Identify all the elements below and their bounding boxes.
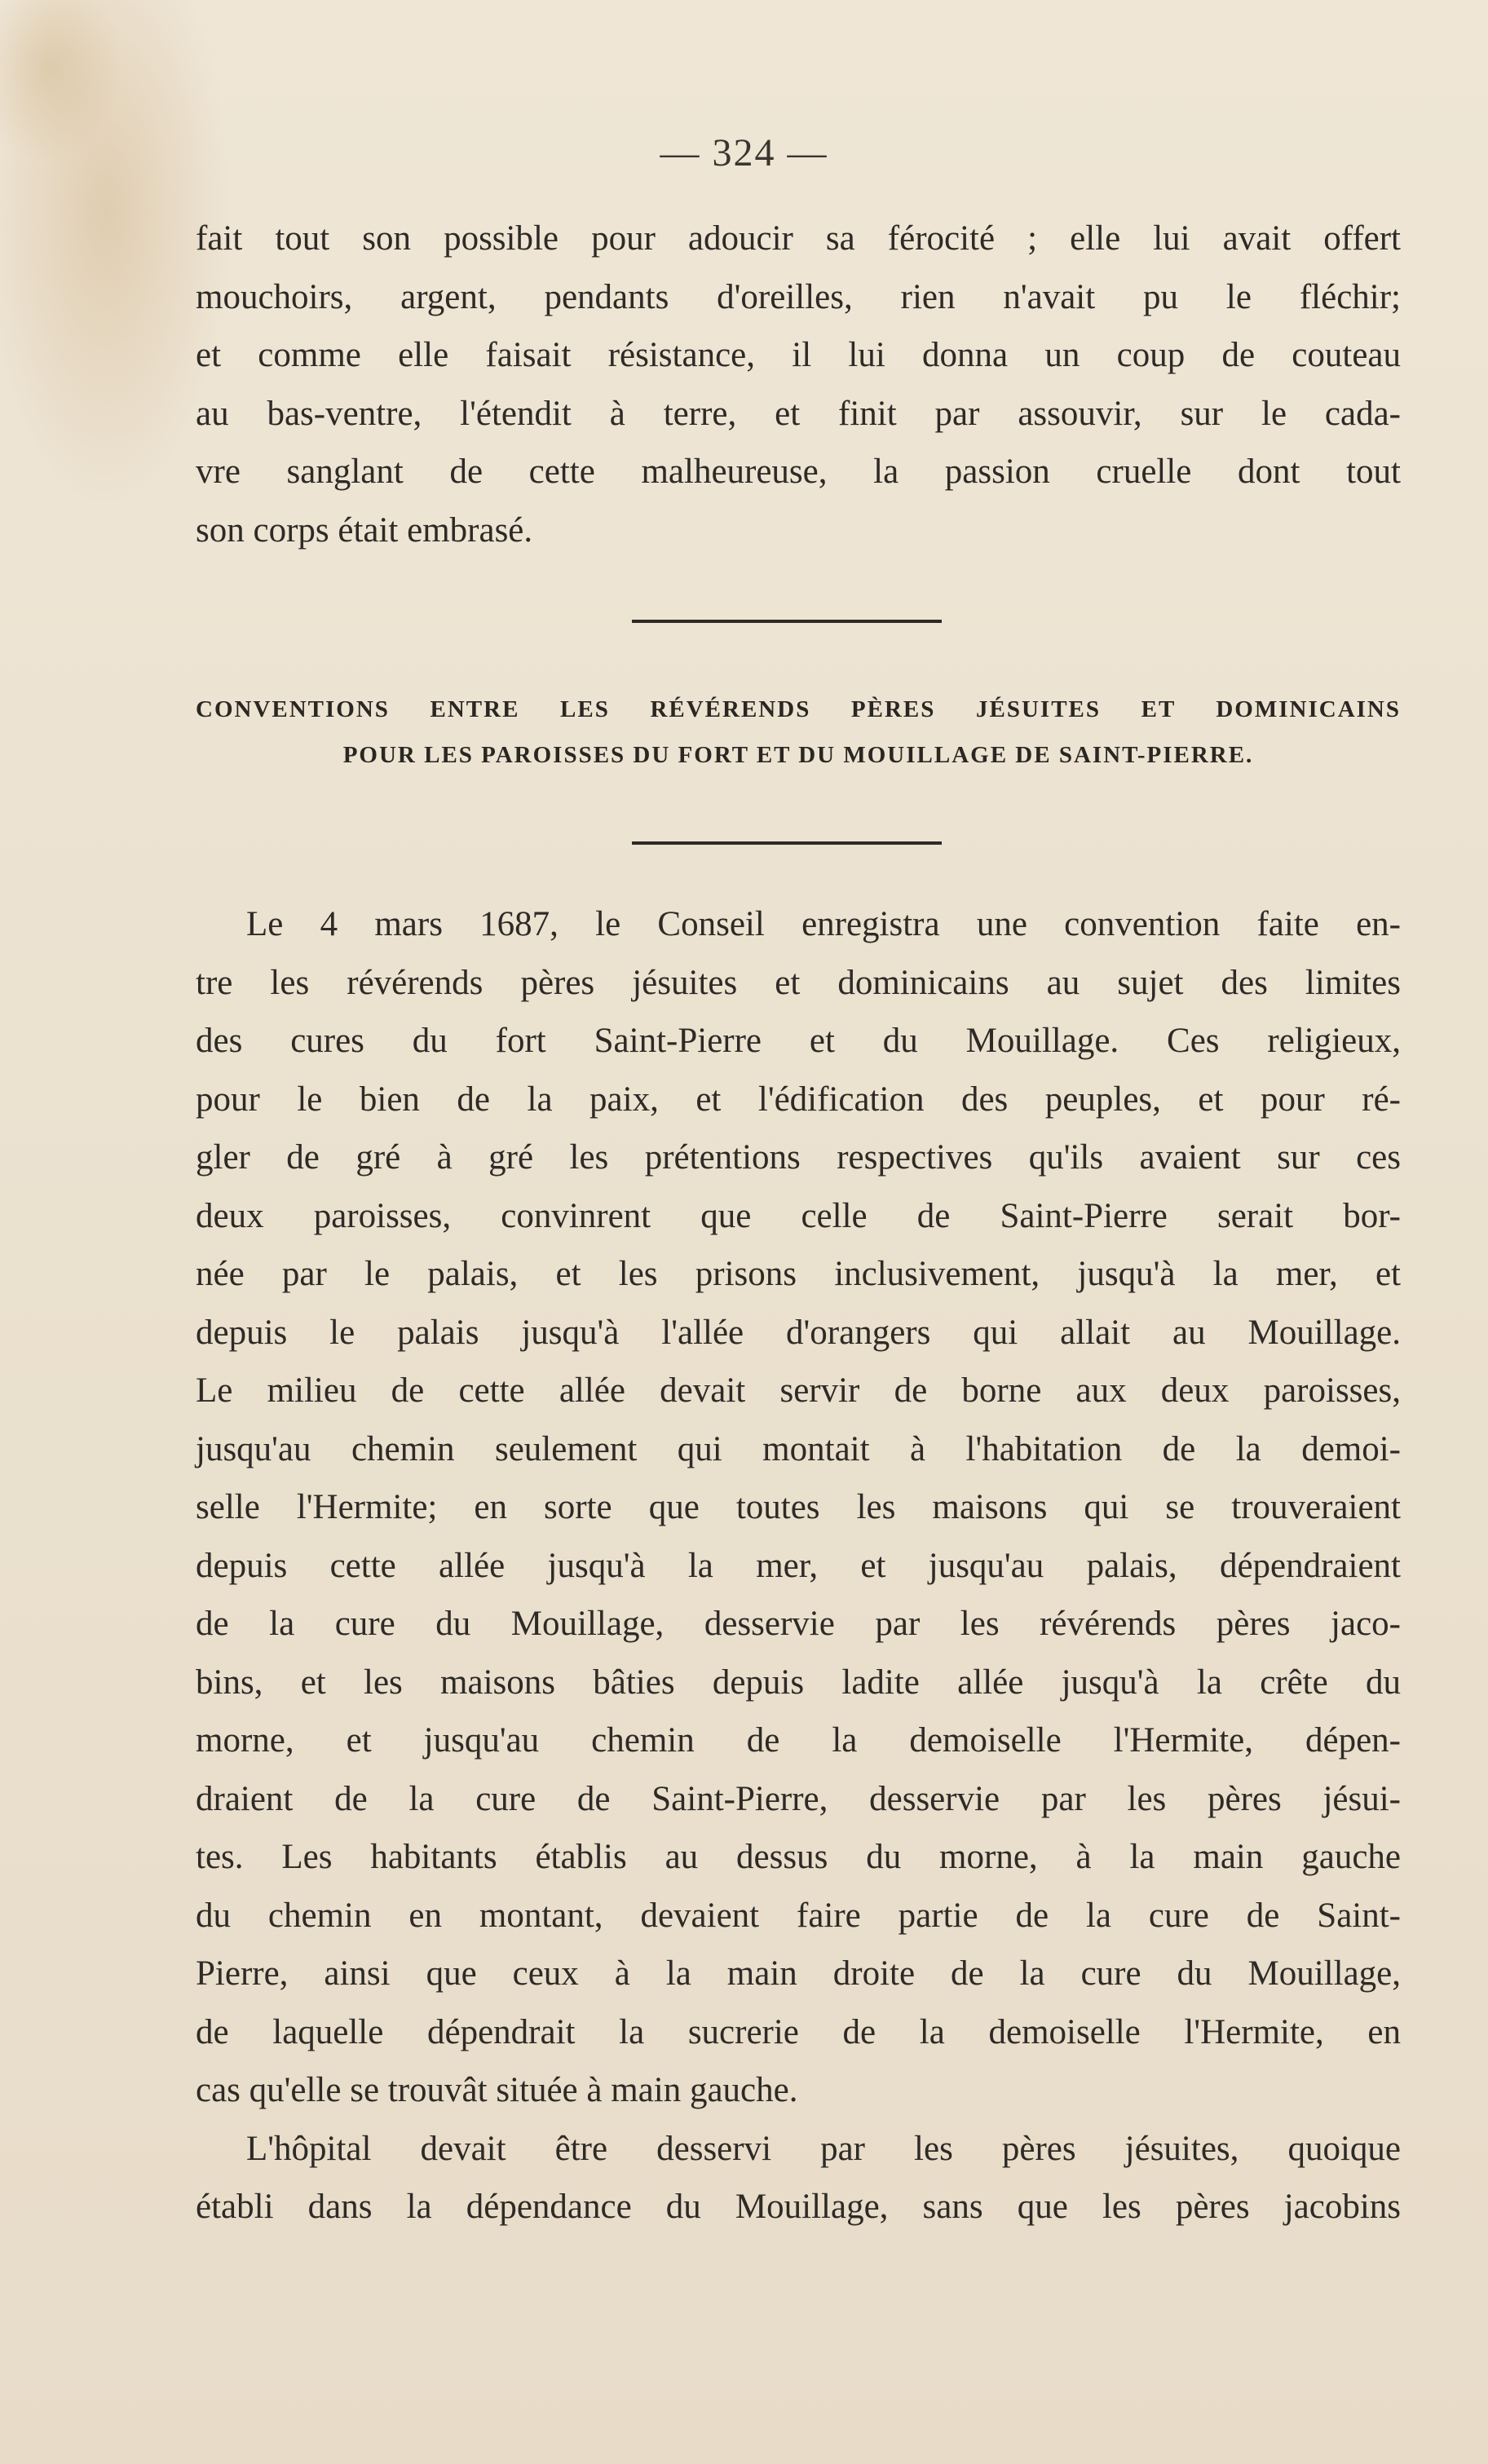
text-line: et comme elle faisait résistance, il lui donna un coup de couteau — [196, 336, 1401, 374]
text-line: née par le palais, et les prisons inclusivement, jusqu'à la mer, et — [196, 1255, 1401, 1293]
text-line: Pierre, ainsi que ceux à la main droite de la cure du Mouillage, — [196, 1954, 1401, 1993]
text-line: tre les révérends pères jésuites et dominicains au sujet des limites — [196, 963, 1401, 1002]
section-divider-top — [632, 620, 942, 623]
paragraph-continuation — [196, 210, 1401, 559]
text-line: Le milieu de cette allée devait servir de borne aux deux paroisses, — [196, 1371, 1401, 1410]
text-line: depuis le palais jusqu'à l'allée d'orangers qui allait au Mouillage. — [196, 1313, 1401, 1352]
text-line: draient de la cure de Saint-Pierre, desservie par les pères jésui- — [196, 1779, 1401, 1818]
text-line: de la cure du Mouillage, desservie par les révérends pères jaco- — [196, 1605, 1401, 1643]
text-line: de laquelle dépendrait la sucrerie de la demoiselle l'Hermite, en — [196, 2012, 1401, 2051]
text-line: du chemin en montant, devaient faire partie de la cure de Saint- — [196, 1896, 1401, 1935]
text-line: au bas-ventre, l'étendit à terre, et finit par assouvir, sur le cada- — [196, 394, 1401, 433]
text-line: pour le bien de la paix, et l'édification des peuples, et pour ré- — [196, 1080, 1401, 1119]
text-line: selle l'Hermite; en sorte que toutes les maisons qui se trouveraient — [196, 1488, 1401, 1526]
section-divider-bottom — [632, 841, 942, 845]
section-heading-line: POUR LES PAROISSES DU FORT ET DU MOUILLAGE DE SAINT-PIERRE. — [342, 742, 1254, 768]
section-body — [196, 895, 1401, 2237]
text-line: Le 4 mars 1687, le Conseil enregistra une convention faite en- — [246, 905, 1401, 943]
text-line: bins, et les maisons bâties depuis ladite allée jusqu'à la crête du — [196, 1663, 1401, 1702]
text-line: jusqu'au chemin seulement qui montait à l'habitation de la demoi- — [196, 1429, 1401, 1468]
text-line: son corps était embrasé. — [196, 510, 533, 550]
section-heading-line: CONVENTIONS ENTRE LES RÉVÉRENDS PÈRES JÉSUITES ET DOMINICAINS — [196, 696, 1401, 722]
text-line: mouchoirs, argent, pendants d'oreilles, rien n'avait pu le fléchir; — [196, 277, 1401, 316]
text-line: des cures du fort Saint-Pierre et du Mouillage. Ces religieux, — [196, 1022, 1401, 1060]
section-heading — [196, 687, 1401, 778]
text-line: cas qu'elle se trouvât située à main gauche. — [196, 2071, 798, 2109]
text-line: morne, et jusqu'au chemin de la demoiselle l'Hermite, dépen- — [196, 1721, 1401, 1760]
text-line: établi dans la dépendance du Mouillage, sans que les pères jacobins — [196, 2188, 1401, 2226]
text-line: fait tout son possible pour adoucir sa férocité ; elle lui avait offert — [196, 219, 1401, 258]
text-line: L'hôpital devait être desservi par les pères jésuites, quoique — [246, 2129, 1401, 2168]
text-line: gler de gré à gré les prétentions respectives qu'ils avaient sur ces — [196, 1138, 1401, 1177]
text-line: tes. Les habitants établis au dessus du morne, à la main gauche — [196, 1838, 1401, 1876]
page-number: — 324 — — [660, 131, 828, 174]
text-line: depuis cette allée jusqu'à la mer, et jusqu'au palais, dépendraient — [196, 1546, 1401, 1585]
text-line: vre sanglant de cette malheureuse, la passion cruelle dont tout — [196, 453, 1401, 491]
text-line: deux paroisses, convinrent que celle de Saint-Pierre serait bor- — [196, 1196, 1401, 1235]
